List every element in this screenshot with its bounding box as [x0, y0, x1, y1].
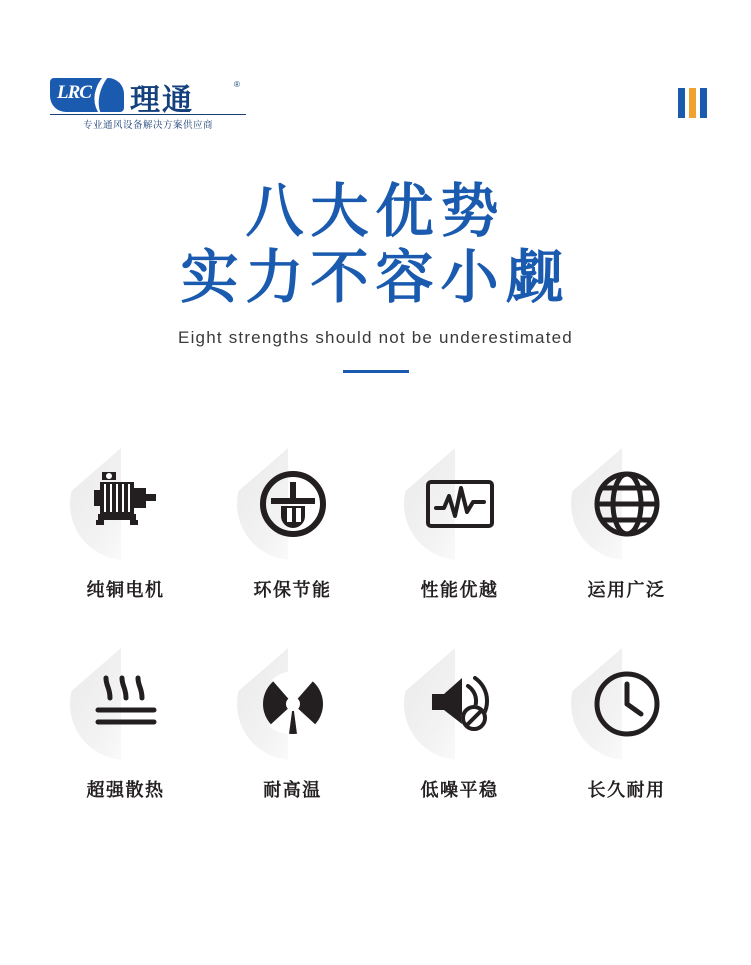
feature-label: 超强散热: [86, 780, 165, 801]
globe-icon: [585, 462, 669, 546]
feature-item: [42, 448, 209, 648]
page-header: [0, 74, 751, 134]
page-subtitle: Eight strengths should not be underestimated: [178, 328, 573, 347]
high-temperature-icon: [251, 662, 335, 746]
clock-durability-icon: [585, 662, 669, 746]
page-title-line-1: 八大优势: [245, 177, 506, 245]
features-grid: [42, 448, 710, 848]
feature-label: 耐高温: [263, 780, 322, 801]
feature-item: [543, 448, 710, 648]
motor-icon: [84, 462, 168, 546]
logo-mark-text: LRC: [57, 82, 91, 103]
title-divider: [343, 370, 409, 373]
low-noise-mute-icon: [418, 662, 502, 746]
page-title-block: [0, 178, 751, 373]
heat-dissipation-icon: [84, 662, 168, 746]
feature-item: [209, 448, 376, 648]
feature-label: 运用广泛: [587, 580, 666, 601]
brand-logo: [50, 74, 250, 130]
feature-item: [376, 448, 543, 648]
feature-item: [543, 648, 710, 848]
three-vertical-bars-icon: [678, 88, 707, 118]
feature-label: 纯铜电机: [86, 580, 165, 601]
eco-leaf-circle-icon: [251, 462, 335, 546]
feature-item: [42, 648, 209, 848]
logo-registered-mark: ®: [234, 80, 240, 89]
logo-chinese-name: 理通: [130, 83, 194, 118]
feature-label: 环保节能: [253, 580, 332, 601]
feature-label: 长久耐用: [587, 780, 666, 801]
page-title-line-2: 实力不容小觑: [180, 243, 571, 311]
logo-mark-icon: [50, 78, 124, 112]
feature-label: 低噪平稳: [420, 780, 499, 801]
logo-swoosh-icon: [88, 78, 124, 112]
performance-monitor-icon: [418, 462, 502, 546]
logo-tagline: 专业通风设备解决方案供应商: [50, 114, 246, 131]
feature-item: [376, 648, 543, 848]
feature-item: [209, 648, 376, 848]
feature-label: 性能优越: [420, 580, 499, 601]
